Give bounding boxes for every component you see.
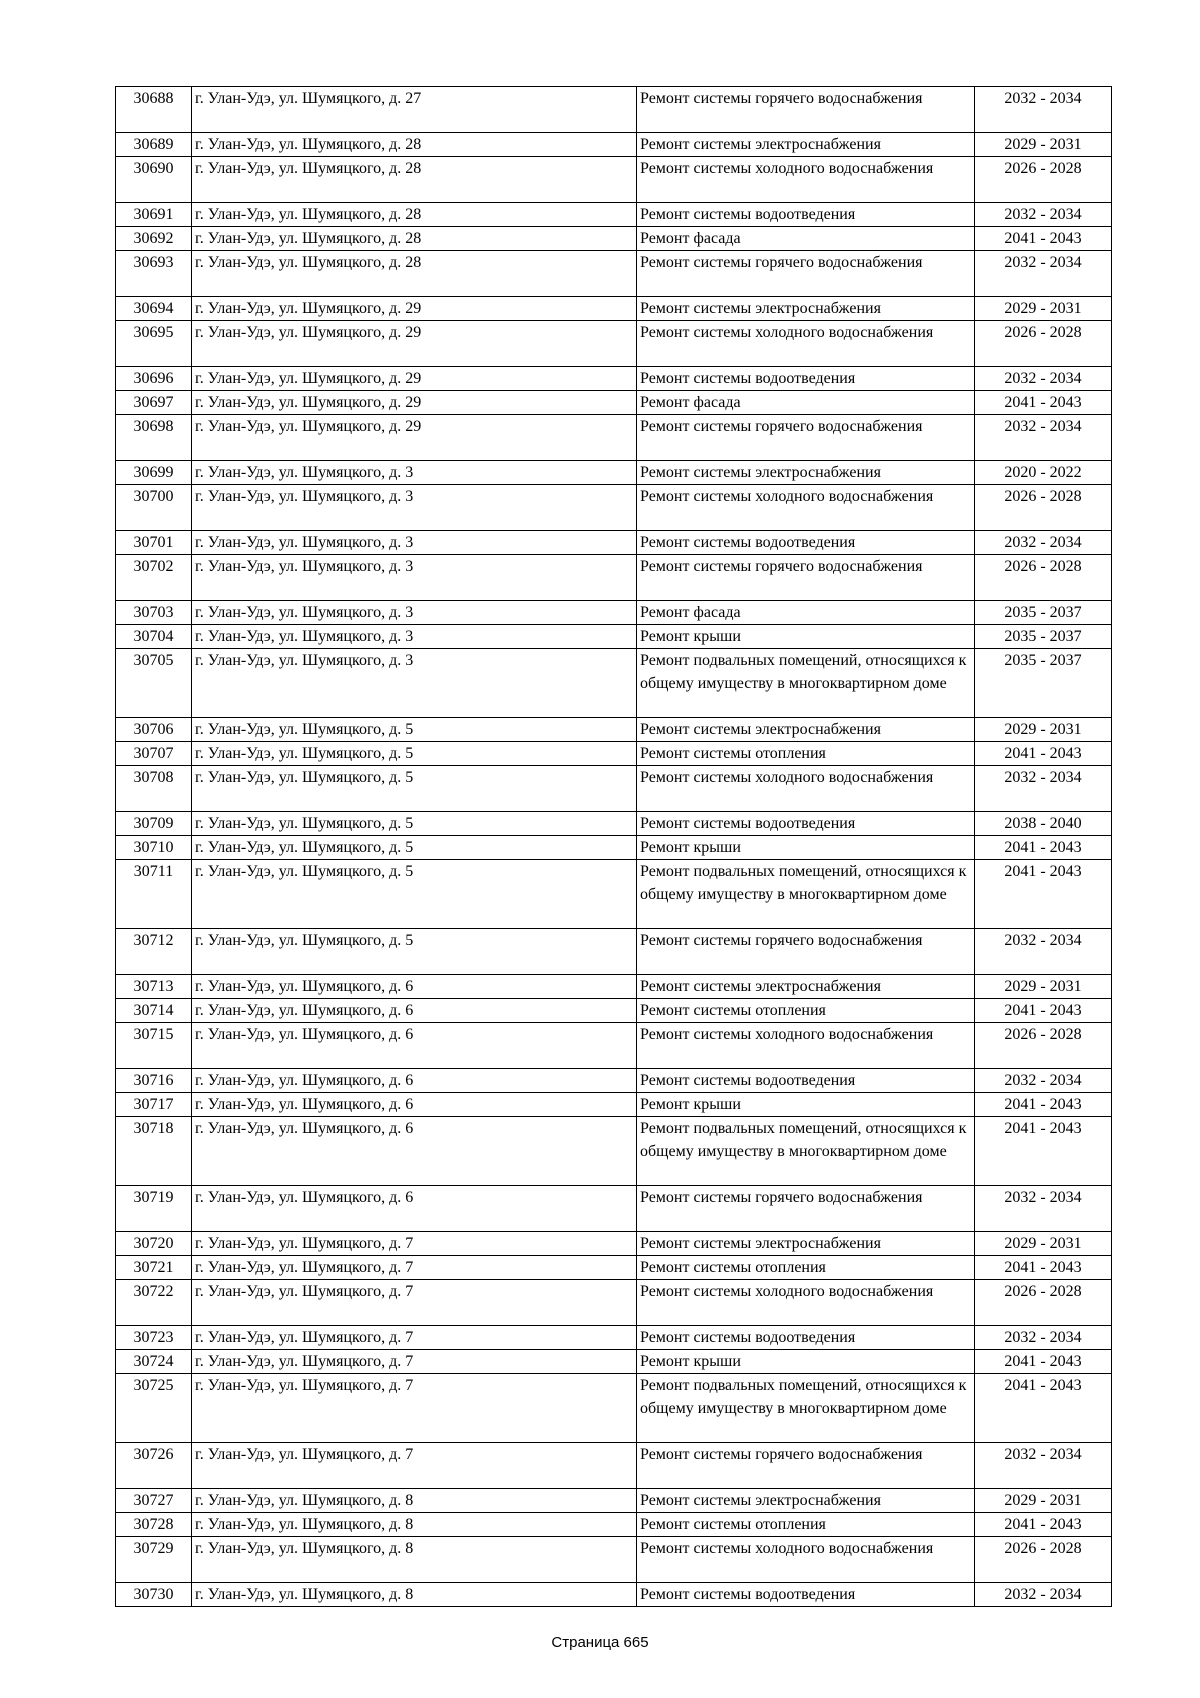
cell-work-type: Ремонт системы водоотведения [637,1583,975,1607]
table-row [116,133,1112,157]
cell-number: 30703 [116,601,192,625]
cell-number: 30730 [116,1583,192,1607]
cell-number: 30722 [116,1280,192,1326]
cell-address: г. Улан-Удэ, ул. Шумяцкого, д. 7 [192,1350,637,1374]
cell-period: 2029 - 2031 [975,1489,1112,1513]
table-row [116,742,1112,766]
cell-period: 2026 - 2028 [975,1023,1112,1069]
cell-number: 30721 [116,1256,192,1280]
cell-number: 30713 [116,975,192,999]
page-number: Страница 665 [551,1634,649,1651]
cell-address: г. Улан-Удэ, ул. Шумяцкого, д. 5 [192,718,637,742]
cell-period: 2032 - 2034 [975,1069,1112,1093]
cell-period: 2026 - 2028 [975,321,1112,367]
cell-address: г. Улан-Удэ, ул. Шумяцкого, д. 29 [192,367,637,391]
table-row [116,766,1112,812]
cell-address: г. Улан-Удэ, ул. Шумяцкого, д. 6 [192,1093,637,1117]
table-row [116,321,1112,367]
cell-number: 30726 [116,1443,192,1489]
table-row [116,1443,1112,1489]
table-row [116,625,1112,649]
cell-number: 30699 [116,461,192,485]
cell-number: 30714 [116,999,192,1023]
cell-number: 30693 [116,251,192,297]
cell-period: 2032 - 2034 [975,1443,1112,1489]
cell-period: 2041 - 2043 [975,1256,1112,1280]
cell-number: 30727 [116,1489,192,1513]
cell-address: г. Улан-Удэ, ул. Шумяцкого, д. 7 [192,1280,637,1326]
cell-work-type: Ремонт системы холодного водоснабжения [637,157,975,203]
cell-work-type: Ремонт подвальных помещений, относящихся к общему имуществу в многоквартирном доме [637,860,975,929]
cell-address: г. Улан-Удэ, ул. Шумяцкого, д. 29 [192,415,637,461]
cell-period: 2041 - 2043 [975,742,1112,766]
cell-period: 2035 - 2037 [975,649,1112,718]
cell-work-type: Ремонт системы горячего водоснабжения [637,929,975,975]
cell-work-type: Ремонт системы водоотведения [637,367,975,391]
cell-work-type: Ремонт системы электроснабжения [637,297,975,321]
cell-address: г. Улан-Удэ, ул. Шумяцкого, д. 28 [192,227,637,251]
cell-period: 2041 - 2043 [975,1513,1112,1537]
cell-period: 2032 - 2034 [975,929,1112,975]
cell-number: 30724 [116,1350,192,1374]
cell-work-type: Ремонт системы электроснабжения [637,718,975,742]
table-row [116,1326,1112,1350]
repair-schedule-table [115,86,1112,1607]
cell-address: г. Улан-Удэ, ул. Шумяцкого, д. 7 [192,1232,637,1256]
cell-address: г. Улан-Удэ, ул. Шумяцкого, д. 8 [192,1489,637,1513]
cell-work-type: Ремонт фасада [637,391,975,415]
cell-period: 2026 - 2028 [975,485,1112,531]
cell-address: г. Улан-Удэ, ул. Шумяцкого, д. 28 [192,203,637,227]
cell-work-type: Ремонт системы водоотведения [637,1069,975,1093]
cell-work-type: Ремонт системы холодного водоснабжения [637,1537,975,1583]
cell-address: г. Улан-Удэ, ул. Шумяцкого, д. 5 [192,812,637,836]
cell-work-type: Ремонт системы горячего водоснабжения [637,415,975,461]
cell-work-type: Ремонт крыши [637,1093,975,1117]
cell-work-type: Ремонт подвальных помещений, относящихся к общему имуществу в многоквартирном доме [637,1374,975,1443]
cell-number: 30710 [116,836,192,860]
cell-number: 30701 [116,531,192,555]
cell-period: 2032 - 2034 [975,415,1112,461]
cell-work-type: Ремонт системы водоотведения [637,1326,975,1350]
cell-number: 30718 [116,1117,192,1186]
cell-work-type: Ремонт подвальных помещений, относящихся к общему имуществу в многоквартирном доме [637,1117,975,1186]
cell-period: 2032 - 2034 [975,1326,1112,1350]
cell-address: г. Улан-Удэ, ул. Шумяцкого, д. 5 [192,836,637,860]
cell-address: г. Улан-Удэ, ул. Шумяцкого, д. 28 [192,133,637,157]
cell-period: 2041 - 2043 [975,391,1112,415]
table-row [116,157,1112,203]
cell-address: г. Улан-Удэ, ул. Шумяцкого, д. 8 [192,1537,637,1583]
table-row [116,1489,1112,1513]
cell-number: 30729 [116,1537,192,1583]
cell-number: 30700 [116,485,192,531]
table-row [116,1583,1112,1607]
cell-number: 30725 [116,1374,192,1443]
table-row [116,1023,1112,1069]
cell-address: г. Улан-Удэ, ул. Шумяцкого, д. 28 [192,251,637,297]
table-row [116,1537,1112,1583]
cell-period: 2029 - 2031 [975,297,1112,321]
cell-work-type: Ремонт системы холодного водоснабжения [637,321,975,367]
cell-period: 2029 - 2031 [975,1232,1112,1256]
cell-work-type: Ремонт системы холодного водоснабжения [637,1280,975,1326]
table-row [116,929,1112,975]
cell-work-type: Ремонт системы отопления [637,999,975,1023]
cell-work-type: Ремонт системы горячего водоснабжения [637,87,975,133]
cell-number: 30712 [116,929,192,975]
cell-period: 2032 - 2034 [975,203,1112,227]
table-row [116,297,1112,321]
table-row [116,367,1112,391]
cell-address: г. Улан-Удэ, ул. Шумяцкого, д. 3 [192,485,637,531]
cell-period: 2026 - 2028 [975,555,1112,601]
cell-work-type: Ремонт системы горячего водоснабжения [637,555,975,601]
cell-number: 30691 [116,203,192,227]
cell-address: г. Улан-Удэ, ул. Шумяцкого, д. 5 [192,860,637,929]
cell-period: 2029 - 2031 [975,133,1112,157]
cell-period: 2041 - 2043 [975,1350,1112,1374]
table-row [116,251,1112,297]
cell-number: 30708 [116,766,192,812]
cell-number: 30692 [116,227,192,251]
cell-number: 30728 [116,1513,192,1537]
table-row [116,415,1112,461]
table-row [116,975,1112,999]
cell-address: г. Улан-Удэ, ул. Шумяцкого, д. 3 [192,531,637,555]
cell-address: г. Улан-Удэ, ул. Шумяцкого, д. 27 [192,87,637,133]
cell-work-type: Ремонт крыши [637,1350,975,1374]
table-row [116,227,1112,251]
cell-number: 30707 [116,742,192,766]
cell-period: 2032 - 2034 [975,87,1112,133]
cell-period: 2029 - 2031 [975,718,1112,742]
cell-address: г. Улан-Удэ, ул. Шумяцкого, д. 3 [192,625,637,649]
cell-number: 30698 [116,415,192,461]
cell-address: г. Улан-Удэ, ул. Шумяцкого, д. 6 [192,999,637,1023]
cell-number: 30706 [116,718,192,742]
cell-number: 30705 [116,649,192,718]
cell-address: г. Улан-Удэ, ул. Шумяцкого, д. 3 [192,649,637,718]
cell-number: 30689 [116,133,192,157]
cell-work-type: Ремонт системы горячего водоснабжения [637,1186,975,1232]
cell-work-type: Ремонт системы холодного водоснабжения [637,485,975,531]
cell-work-type: Ремонт фасада [637,227,975,251]
cell-work-type: Ремонт системы водоотведения [637,203,975,227]
cell-address: г. Улан-Удэ, ул. Шумяцкого, д. 8 [192,1583,637,1607]
table-row [116,531,1112,555]
table-row [116,1186,1112,1232]
table-row [116,649,1112,718]
cell-address: г. Улан-Удэ, ул. Шумяцкого, д. 5 [192,742,637,766]
cell-address: г. Улан-Удэ, ул. Шумяцкого, д. 6 [192,1186,637,1232]
cell-work-type: Ремонт системы электроснабжения [637,1489,975,1513]
cell-period: 2035 - 2037 [975,625,1112,649]
cell-address: г. Улан-Удэ, ул. Шумяцкого, д. 5 [192,929,637,975]
cell-period: 2032 - 2034 [975,531,1112,555]
cell-work-type: Ремонт системы электроснабжения [637,975,975,999]
cell-address: г. Улан-Удэ, ул. Шумяцкого, д. 8 [192,1513,637,1537]
cell-period: 2026 - 2028 [975,1280,1112,1326]
cell-number: 30711 [116,860,192,929]
table-row [116,87,1112,133]
cell-address: г. Улан-Удэ, ул. Шумяцкого, д. 6 [192,975,637,999]
cell-work-type: Ремонт системы электроснабжения [637,1232,975,1256]
cell-address: г. Улан-Удэ, ул. Шумяцкого, д. 6 [192,1023,637,1069]
cell-address: г. Улан-Удэ, ул. Шумяцкого, д. 29 [192,297,637,321]
cell-address: г. Улан-Удэ, ул. Шумяцкого, д. 29 [192,321,637,367]
cell-period: 2041 - 2043 [975,836,1112,860]
cell-work-type: Ремонт системы электроснабжения [637,461,975,485]
table-row [116,1117,1112,1186]
cell-address: г. Улан-Удэ, ул. Шумяцкого, д. 6 [192,1117,637,1186]
cell-work-type: Ремонт системы отопления [637,742,975,766]
cell-number: 30690 [116,157,192,203]
cell-period: 2038 - 2040 [975,812,1112,836]
cell-work-type: Ремонт системы горячего водоснабжения [637,1443,975,1489]
table-row [116,485,1112,531]
cell-period: 2041 - 2043 [975,227,1112,251]
cell-address: г. Улан-Удэ, ул. Шумяцкого, д. 3 [192,555,637,601]
cell-work-type: Ремонт системы отопления [637,1513,975,1537]
cell-number: 30697 [116,391,192,415]
table-row [116,1232,1112,1256]
cell-work-type: Ремонт системы холодного водоснабжения [637,766,975,812]
cell-number: 30702 [116,555,192,601]
cell-number: 30720 [116,1232,192,1256]
cell-number: 30716 [116,1069,192,1093]
cell-period: 2041 - 2043 [975,999,1112,1023]
cell-address: г. Улан-Удэ, ул. Шумяцкого, д. 7 [192,1374,637,1443]
cell-number: 30694 [116,297,192,321]
cell-period: 2026 - 2028 [975,1537,1112,1583]
table-row [116,1069,1112,1093]
cell-address: г. Улан-Удэ, ул. Шумяцкого, д. 7 [192,1443,637,1489]
cell-number: 30719 [116,1186,192,1232]
table-row [116,1513,1112,1537]
cell-work-type: Ремонт подвальных помещений, относящихся к общему имуществу в многоквартирном доме [637,649,975,718]
cell-address: г. Улан-Удэ, ул. Шумяцкого, д. 5 [192,766,637,812]
cell-period: 2032 - 2034 [975,766,1112,812]
table-row [116,812,1112,836]
cell-work-type: Ремонт системы горячего водоснабжения [637,251,975,297]
cell-period: 2041 - 2043 [975,1374,1112,1443]
cell-address: г. Улан-Удэ, ул. Шумяцкого, д. 6 [192,1069,637,1093]
cell-period: 2029 - 2031 [975,975,1112,999]
table-row [116,203,1112,227]
cell-period: 2032 - 2034 [975,1186,1112,1232]
cell-number: 30704 [116,625,192,649]
table-row [116,601,1112,625]
table-row [116,1350,1112,1374]
cell-number: 30723 [116,1326,192,1350]
cell-number: 30709 [116,812,192,836]
cell-work-type: Ремонт крыши [637,836,975,860]
cell-number: 30717 [116,1093,192,1117]
cell-period: 2032 - 2034 [975,1583,1112,1607]
table-row [116,1256,1112,1280]
cell-work-type: Ремонт системы электроснабжения [637,133,975,157]
table-row [116,461,1112,485]
cell-address: г. Улан-Удэ, ул. Шумяцкого, д. 7 [192,1256,637,1280]
cell-period: 2032 - 2034 [975,251,1112,297]
cell-number: 30696 [116,367,192,391]
cell-work-type: Ремонт крыши [637,625,975,649]
cell-address: г. Улан-Удэ, ул. Шумяцкого, д. 3 [192,461,637,485]
table-row [116,999,1112,1023]
cell-number: 30715 [116,1023,192,1069]
table-row [116,1374,1112,1443]
table-row [116,836,1112,860]
cell-work-type: Ремонт системы холодного водоснабжения [637,1023,975,1069]
cell-work-type: Ремонт системы водоотведения [637,531,975,555]
table-row [116,391,1112,415]
cell-address: г. Улан-Удэ, ул. Шумяцкого, д. 28 [192,157,637,203]
cell-period: 2020 - 2022 [975,461,1112,485]
cell-period: 2041 - 2043 [975,1117,1112,1186]
cell-work-type: Ремонт системы водоотведения [637,812,975,836]
cell-address: г. Улан-Удэ, ул. Шумяцкого, д. 29 [192,391,637,415]
table-row [116,860,1112,929]
cell-number: 30695 [116,321,192,367]
cell-period: 2026 - 2028 [975,157,1112,203]
cell-work-type: Ремонт системы отопления [637,1256,975,1280]
cell-work-type: Ремонт фасада [637,601,975,625]
table-row [116,555,1112,601]
table-row [116,1093,1112,1117]
table-row [116,718,1112,742]
table-body [116,87,1112,1607]
table-row [116,1280,1112,1326]
cell-period: 2041 - 2043 [975,860,1112,929]
cell-address: г. Улан-Удэ, ул. Шумяцкого, д. 7 [192,1326,637,1350]
cell-period: 2041 - 2043 [975,1093,1112,1117]
cell-number: 30688 [116,87,192,133]
cell-address: г. Улан-Удэ, ул. Шумяцкого, д. 3 [192,601,637,625]
cell-period: 2032 - 2034 [975,367,1112,391]
cell-period: 2035 - 2037 [975,601,1112,625]
